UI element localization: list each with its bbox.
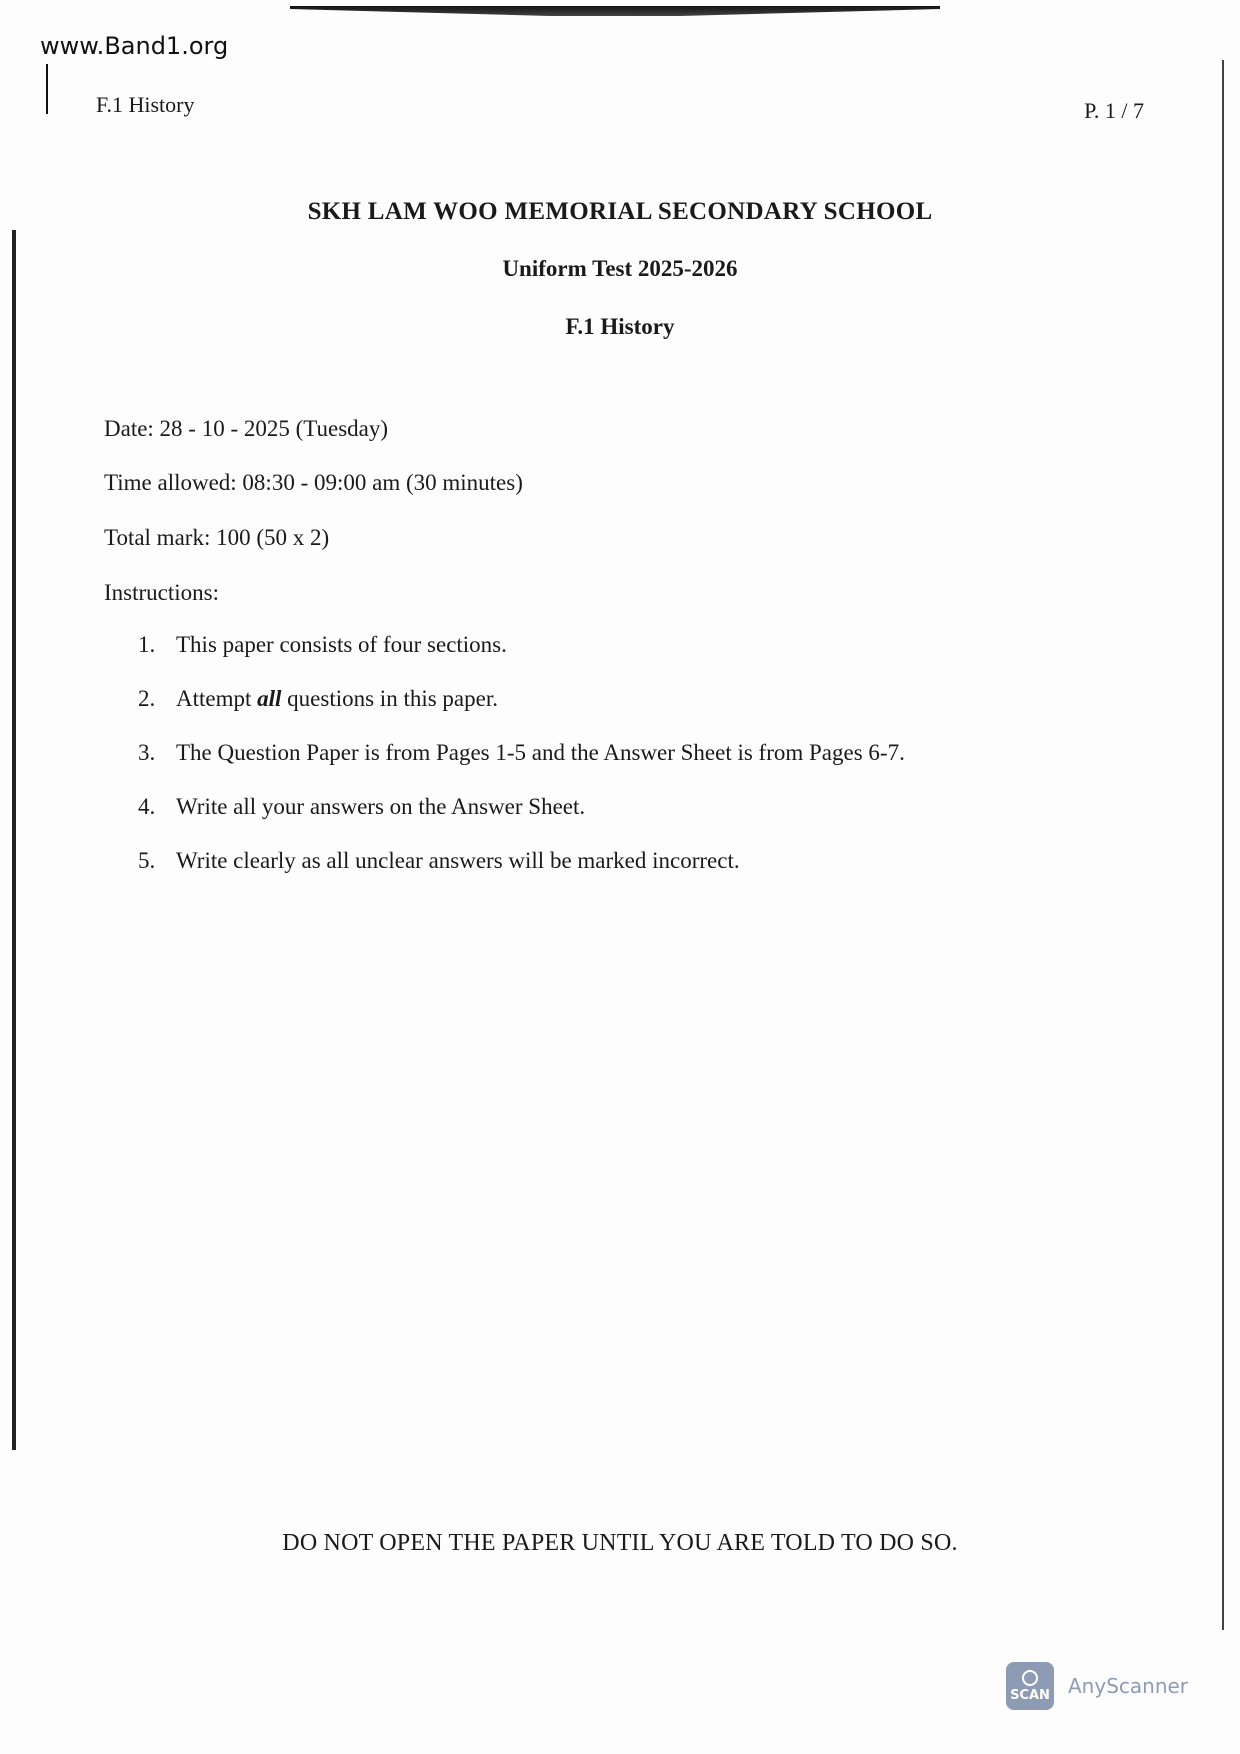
exam-date: Date: 28 - 10 - 2025 (Tuesday): [104, 416, 389, 441]
instruction-number: 2.: [138, 686, 156, 711]
instruction-item: [138, 848, 905, 902]
watermark-url: www.Band1.org: [40, 32, 229, 60]
scanner-name: AnyScanner: [1068, 1674, 1189, 1698]
scan-edge-left: [12, 230, 16, 1450]
instruction-text-before: Attempt: [176, 686, 258, 711]
header-subject: F.1 History: [96, 92, 195, 117]
instruction-number: 1.: [138, 632, 156, 657]
camera-dot-icon: [1022, 1670, 1038, 1686]
instruction-item: [138, 632, 905, 686]
instruction-number: 3.: [138, 740, 156, 765]
page-number: P. 1 / 7: [1084, 98, 1144, 123]
instruction-text-after: questions in this paper.: [281, 686, 498, 711]
scan-edge-top: [290, 6, 940, 16]
school-name: SKH LAM WOO MEMORIAL SECONDARY SCHOOL: [307, 198, 933, 225]
test-title: Uniform Test 2025-2026: [502, 256, 738, 281]
scan-badge-label: SCAN: [1010, 1687, 1050, 1703]
instruction-emphasis: all: [257, 686, 282, 711]
instructions-list: [138, 632, 905, 902]
do-not-open-notice: DO NOT OPEN THE PAPER UNTIL YOU ARE TOLD TO DO SO.: [282, 1530, 958, 1556]
instruction-number: 4.: [138, 794, 156, 819]
instruction-text: Write all your answers on the Answer Sheet.: [176, 794, 586, 819]
time-allowed: Time allowed: 08:30 - 09:00 am (30 minutes): [104, 470, 523, 495]
instruction-number: 5.: [138, 848, 156, 873]
scan-badge-icon: [1006, 1662, 1054, 1710]
scan-edge-right: [1222, 60, 1224, 1630]
total-mark: Total mark: 100 (50 x 2): [104, 525, 330, 550]
instruction-item: [138, 794, 905, 848]
instructions-heading: Instructions:: [104, 580, 219, 605]
subject-title: F.1 History: [565, 314, 675, 339]
instruction-text: This paper consists of four sections.: [176, 632, 507, 657]
instruction-item: [138, 740, 905, 794]
instruction-item: [138, 686, 905, 740]
margin-bar: [46, 64, 48, 114]
scanner-watermark: [1006, 1662, 1188, 1710]
instruction-text: Write clearly as all unclear answers will be marked incorrect.: [176, 848, 740, 873]
instruction-text: [176, 686, 498, 740]
instruction-text: The Question Paper is from Pages 1-5 and the Answer Sheet is from Pages 6-7.: [176, 740, 905, 765]
